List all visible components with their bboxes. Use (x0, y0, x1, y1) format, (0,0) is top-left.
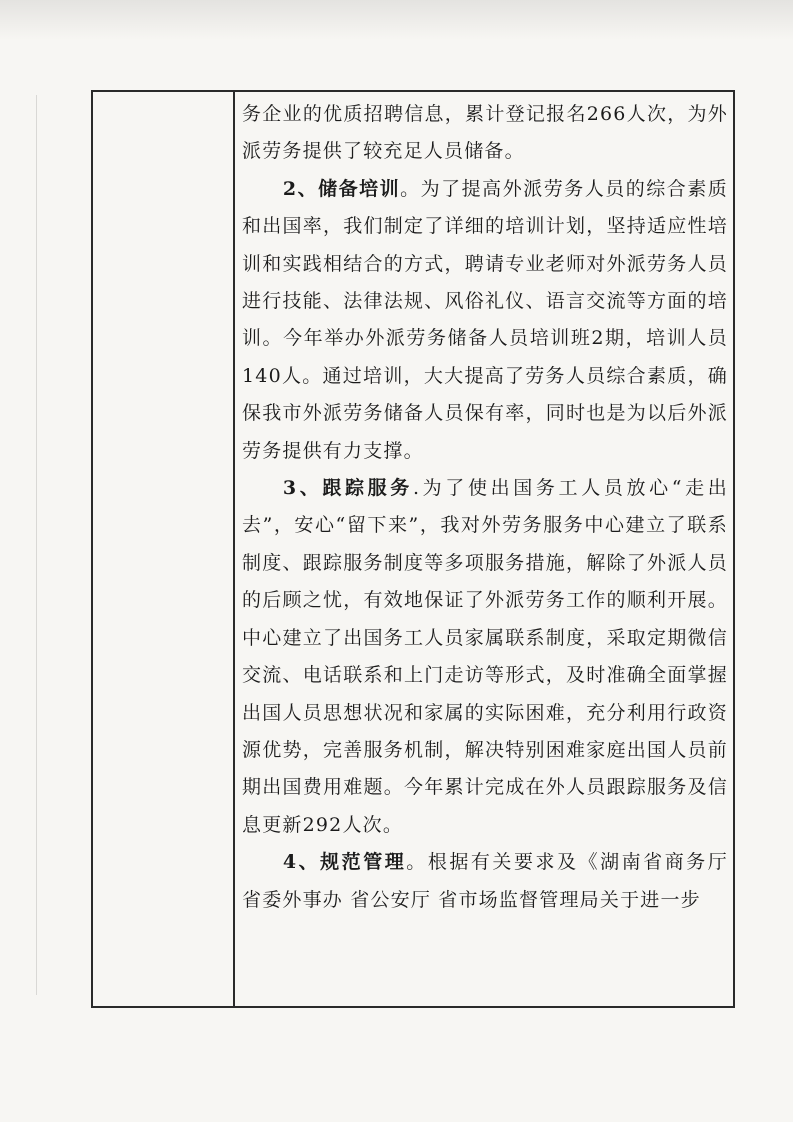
paragraph-reserve-training (242, 171, 728, 470)
paragraph-body: 务企业的优质招聘信息，累计登记报名266人次，为外派劳务提供了较充足人员储备。 (242, 103, 728, 163)
section-heading-standard-management: 4、规范管理 (282, 851, 407, 874)
paragraph-standard-management (242, 844, 728, 919)
paragraph-continuation (242, 96, 728, 171)
paragraph-body: .为了使出国务工人员放心“走出去”，安心“留下来”，我对外劳务服务中心建立了联系制度、跟踪服务制度等多项服务措施，解除了外派人员的后顾之忧，有效地保证了外派劳务工作的顺利开展。中心建立了出国务工人员家属联系制度，采取定期微信交流、电话联系和上门走访等形式，及时准确全面掌握出国人员思想状况和家属的实际困难，充分利用行政资源优势，完善服务机制，解决特别困难家庭出国人员前期出国费用难题。今年累计完成在外人员跟踪服务及信息更新292人次。 (242, 477, 729, 836)
scan-top-shadow (0, 0, 793, 40)
paragraph-body: 。为了提高外派劳务人员的综合素质和出国率，我们制定了详细的培训计划，坚持适应性培训和实践相结合的方式，聘请专业老师对外派劳务人员进行技能、法律法规、风俗礼仪、语言交流等方面的培训。今年举办外派劳务储备人员培训班2期，培训人员140人。通过培训，大大提高了劳务人员综合素质，确保我市外派劳务储备人员保有率，同时也是为以后外派劳务提供有力支撑。 (242, 177, 729, 462)
document-table (91, 90, 735, 1008)
section-heading-reserve-training: 2、储备培训 (282, 177, 401, 200)
scan-edge-line (36, 95, 37, 995)
column-divider (233, 92, 235, 1006)
paragraph-tracking-service (242, 470, 728, 844)
section-heading-tracking-service: 3、跟踪服务 (282, 477, 413, 500)
paragraph-body: 。根据有关要求及《湖南省商务厅 省委外事办 省公安厅 省市场监督管理局关于进一步 (242, 851, 728, 911)
table-content-cell (242, 96, 728, 919)
